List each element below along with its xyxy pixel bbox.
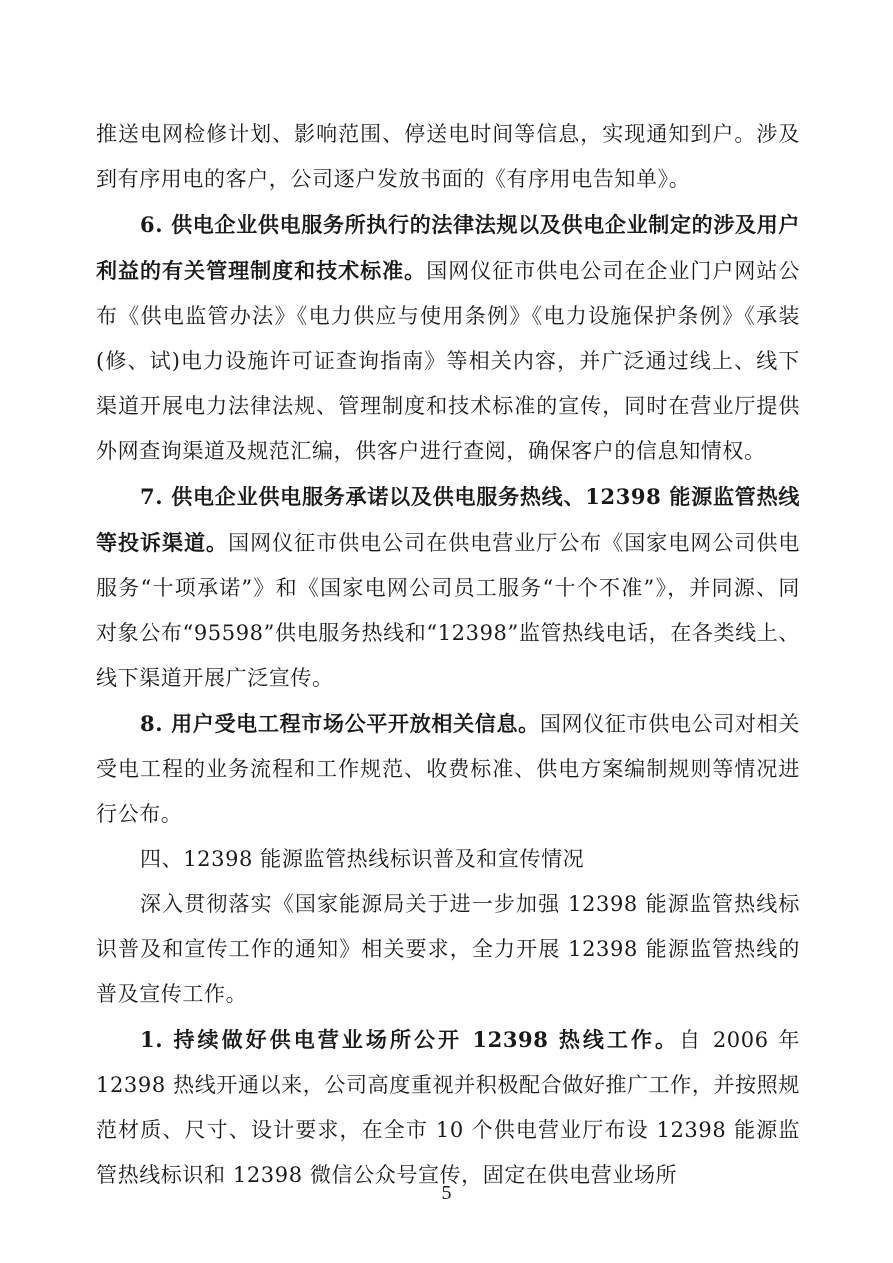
document-body xyxy=(96,112,800,1198)
paragraph-text: 国网仪征市供电公司对相关受电工程的业务流程和工作规范、收费标准、供电方案编制规则等情况进行公布。 xyxy=(96,712,800,826)
paragraph-continuation xyxy=(96,112,800,202)
paragraph-item-1 xyxy=(96,1017,800,1198)
paragraph-bold-lead: 8. 用户受电工程市场公平开放相关信息。 xyxy=(140,711,540,736)
paragraph-text: 自 2006 年 12398 热线开通以来，公司高度重视并积极配合做好推广工作，并按照规范材质、尺寸、设计要求，在全市 10 个供电营业厅布设 12398 能源监管热线标识和 12398 微信公众号宣传，固定在供电营业场所 xyxy=(96,1028,800,1187)
paragraph-section-intro xyxy=(96,882,800,1017)
section-heading-4 xyxy=(96,837,800,882)
paragraph-bold-lead: 7. 供电企业供电服务承诺以及供电服务热线、12398 能源监管热线等投诉渠道。 xyxy=(96,484,800,555)
paragraph-text: 国网仪征市供电公司在企业门户网站公布《供电监管办法》《电力供应与使用条例》《电力设施保护条例》《承装(修、试)电力设施许可证查询指南》等相关内容，并广泛通过线上、线下渠道开展电力法律法规、管理制度和技术标准的宣传，同时在营业厅提供外网查询渠道及规范汇编，供客户进行查阅，确保客户的信息知情权。 xyxy=(96,259,801,463)
paragraph-item-7 xyxy=(96,474,800,701)
paragraph-text: 深入贯彻落实《国家能源局关于进一步加强 12398 能源监管热线标识普及和宣传工作的通知》相关要求，全力开展 12398 能源监管热线的普及宣传工作。 xyxy=(96,892,800,1006)
paragraph-item-8 xyxy=(96,701,800,837)
paragraph-text: 推送电网检修计划、影响范围、停送电时间等信息，实现通知到户。涉及到有序用电的客户，公司逐户发放书面的《有序用电告知单》。 xyxy=(96,122,800,191)
paragraph-bold-lead: 1. 持续做好供电营业场所公开 12398 热线工作。 xyxy=(140,1027,680,1052)
paragraph-bold-lead: 6. 供电企业供电服务所执行的法律法规以及供电企业制定的涉及用户利益的有关管理制度和技术标准。 xyxy=(96,212,800,283)
section-heading-text: 四、12398 能源监管热线标识普及和宣传情况 xyxy=(140,847,585,871)
paragraph-text: 国网仪征市供电公司在供电营业厅公布《国家电网公司供电服务“十项承诺”》和《国家电网公司员工服务“十个不准”》，并同源、同对象公布“95598”供电服务热线和“12398”监管热线电话，在各类线上、线下渠道开展广泛宣传。 xyxy=(96,531,800,690)
paragraph-item-6 xyxy=(96,202,800,474)
page-number: 5 xyxy=(441,1182,452,1204)
